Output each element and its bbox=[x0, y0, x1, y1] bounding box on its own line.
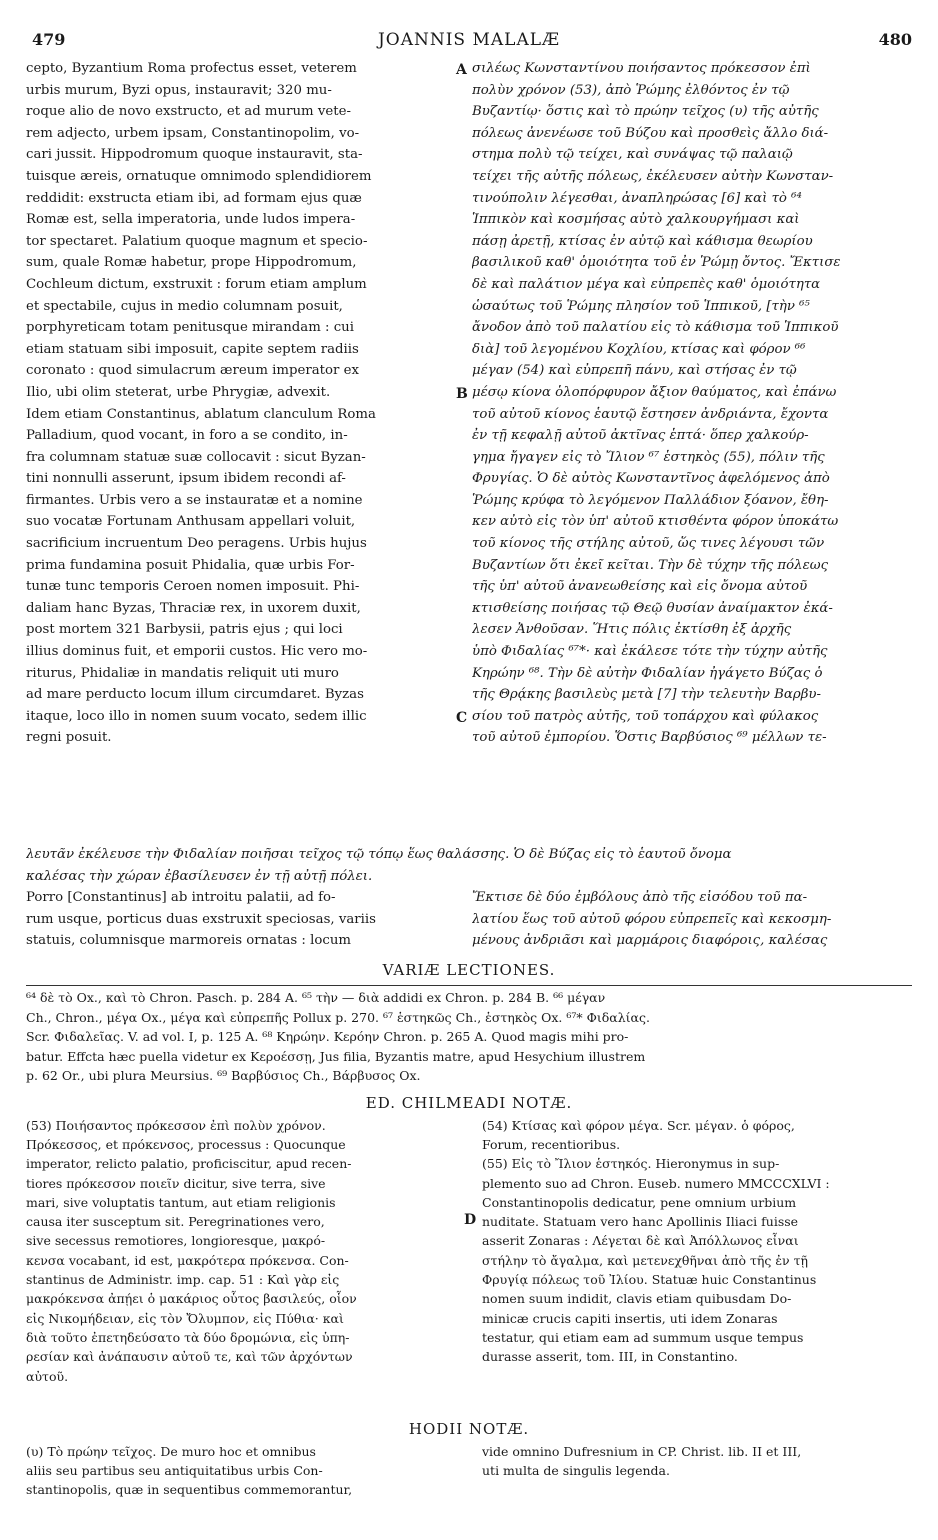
page-number-left: 479 bbox=[32, 30, 66, 49]
latin-text-line: Palladium, quod vocant, in foro a se condito, in- bbox=[26, 428, 348, 444]
latin-text-line: urbis murum, Byzi opus, instauravit; 320 mu- bbox=[26, 82, 332, 98]
greek-text-line: τοῦ κίονος τῆς στήλης αὐτοῦ, ὥς τινες λέγουσι τῶν bbox=[472, 536, 825, 552]
chilmead-left-column bbox=[26, 1116, 456, 1386]
greek-column bbox=[472, 58, 912, 749]
note-line: sive secessus remotiores, longioresque, μακρό- bbox=[26, 1233, 326, 1249]
page-number-right: 480 bbox=[878, 30, 912, 49]
variant-reading-line: Scr. Φιδαλεῖας. V. ad vol. I, p. 125 A. ⁶⁸ Κηρώην. Κερόην Chron. p. 265 A. Quod magis mihi pro- bbox=[26, 1029, 629, 1045]
note-line: stantinopolis, quæ in sequentibus commemorantur, bbox=[26, 1482, 353, 1498]
latin-text-line: Idem etiam Constantinus, ablatum clanculum Roma bbox=[26, 406, 376, 422]
latin-text-line: itaque, loco illo in nomen suum vocato, sedem illic bbox=[26, 708, 367, 724]
greek-text-line: τείχει τῆς αὐτῆς πόλεως, ἐκέλευσεν αὐτὴν Κωνσταν- bbox=[472, 168, 834, 184]
note-line: στήλην τὸ ἄγαλμα, καὶ μετενεχθῆναι ἀπὸ τῆς ἐν τῇ bbox=[482, 1252, 809, 1268]
note-line: mari, sive voluptatis tantum, aut etiam religionis bbox=[26, 1194, 336, 1210]
greek-text-line: σίου τοῦ πατρὸς αὐτῆς, τοῦ τοπάρχου καὶ φύλακος bbox=[472, 708, 819, 724]
note-line: durasse asserit, tom. III, in Constantino. bbox=[482, 1349, 738, 1365]
note-line: διὰ τοῦτο ἐπετηδεύσατο τὰ δύο δρομώνια, εἰς ὑπη- bbox=[26, 1329, 350, 1345]
main-text-columns bbox=[26, 58, 912, 844]
greek-text-line: κτισθείσης ποιήσας τῷ Θεῷ θυσίαν ἀναίμακτον ἐκά- bbox=[472, 600, 833, 616]
note-line: nuditate. Statuam vero hanc Apollinis Iliaci fuisse bbox=[482, 1214, 799, 1230]
note-line: vide omnino Dufresnium in CP. Christ. lib. II et III, bbox=[482, 1443, 802, 1459]
note-line: plemento suo ad Chron. Euseb. numero MMCCCXLVI : bbox=[482, 1175, 830, 1191]
greek-text-line: μέσῳ κίονα ὁλοπόρφυρον ἄξιον θαύματος, καὶ ἐπάνω bbox=[472, 384, 837, 400]
note-line: Constantinopolis dedicatur, pene omnium urbium bbox=[482, 1194, 797, 1210]
greek-text-line: λεσεν Ἀνθοῦσαν. Ἥτις πόλις ἐκτίσθη ἐξ ἀρχῆς bbox=[472, 622, 792, 638]
note-line: uti multa de singulis legenda. bbox=[482, 1462, 670, 1478]
full-width-text-line: καλέσας τὴν χώραν ἐβασίλευσεν ἐν τῇ αὐτῇ πόλει. bbox=[26, 868, 373, 884]
full-width-greek-lines bbox=[26, 844, 912, 887]
greek-text-line: μένους ἀνδριᾶσι καὶ μαρμάροις διαφόροις, καλέσας bbox=[472, 933, 828, 949]
greek-text-line: Ἔκτισε δὲ δύο ἐμβόλους ἀπὸ τῆς εἰσόδου τοῦ πα- bbox=[472, 890, 808, 906]
latin-text-line: cari jussit. Hippodromum quoque instauravit, sta- bbox=[26, 147, 363, 163]
latin-text-line: reddidit: exstructa etiam ibi, ad formam ejus quæ bbox=[26, 190, 362, 206]
variae-lectiones bbox=[26, 988, 912, 1086]
greek-text-line: πολὺν χρόνον (53), ἀπὸ Ῥώμης ἐλθόντος ἐν τῷ bbox=[472, 82, 790, 98]
latin-text-line: tor spectaret. Palatium quoque magnum et specio- bbox=[26, 233, 368, 249]
latin-text-line: Ilio, ubi olim steterat, urbe Phrygiæ, advexit. bbox=[26, 384, 331, 400]
latin-column bbox=[26, 58, 454, 749]
greek-text-line: πόλεως ἀνενέωσε τοῦ Βύζου καὶ προσθεὶς ἄλλο διά- bbox=[472, 125, 829, 141]
margin-marker-a: A bbox=[456, 62, 467, 78]
greek-text-line: γημα ἤγαγεν εἰς τὸ Ἴλιον ⁶⁷ ἑστηκὸς (55), πόλιν τῆς bbox=[472, 449, 825, 465]
latin-text-line: statuis, columnisque marmoreis ornatas : locum bbox=[26, 933, 352, 949]
hodii-left-column bbox=[26, 1442, 456, 1500]
greek-text-line: τοῦ αὐτοῦ κίονος ἑαυτῷ ἔστησεν ἀνδριάντα, ἔχοντα bbox=[472, 406, 829, 422]
chilmead-title: ED. CHILMEADI NOTÆ. bbox=[365, 1093, 573, 1112]
note-line: εἰς Νικομήδειαν, εἰς τὸν Ὄλυμπον, εἰς Πύθια· καὶ bbox=[26, 1310, 344, 1326]
variant-reading-line: Ch., Chron., μέγα Ox., μέγα καὶ εὐπρεπῆς Pollux p. 270. ⁶⁷ ἑστηκῶς Ch., ἑστηκὸς Ox. ⁶⁷* Φιδαλίας. bbox=[26, 1009, 650, 1025]
greek-text-line: μέγαν (54) καὶ εὐπρεπῆ πάνυ, καὶ στήσας ἐν τῷ bbox=[472, 363, 797, 379]
greek-text-line: βασιλικοῦ καθ' ὁμοιότητα τοῦ ἐν Ῥώμῃ ὄντος. Ἔκτισε bbox=[472, 255, 841, 271]
page bbox=[26, 30, 912, 1530]
latin-text-line: etiam statuam sibi imposuit, capite septem radiis bbox=[26, 341, 359, 357]
greek-text-line: σιλέως Κωνσταντίνου ποιήσαντος πρόκεσσον ἐπὶ bbox=[472, 61, 811, 76]
note-line: aliis seu partibus seu antiquitatibus urbis Con- bbox=[26, 1462, 323, 1478]
latin-text-line: Romæ est, sella imperatoria, unde ludos impera- bbox=[26, 212, 356, 228]
note-line: tiores πρόκεσσον ποιεῖν dicitur, sive terra, sive bbox=[26, 1175, 326, 1191]
note-line: ρεσίαν καὶ ἀνάπαυσιν αὐτοῦ τε, καὶ τῶν ἀρχόντων bbox=[26, 1349, 353, 1365]
latin-text-line: tini nonnulli asserunt, ipsum ibidem recondi af- bbox=[26, 471, 346, 487]
greek-text-line: Φρυγίας. Ὁ δὲ αὐτὸς Κωνσταντῖνος ἀφελόμενος ἀπὸ bbox=[472, 471, 830, 487]
note-line: stantinus de Administr. imp. cap. 51 : Καὶ γὰρ εἰς bbox=[26, 1272, 340, 1288]
note-line: minicæ crucis capiti insertis, uti idem Zonaras bbox=[482, 1310, 778, 1326]
note-line: asserit Zonaras : Λέγεται δὲ καὶ Ἀπόλλωνος εἶναι bbox=[482, 1233, 799, 1249]
latin-text-line: rum usque, porticus duas exstruxit speciosas, variis bbox=[26, 911, 376, 927]
greek-text-line: κεν αὐτὸ εἰς τὸν ὑπ' αὐτοῦ κτισθέντα φόρον ὑποκάτω bbox=[472, 514, 839, 530]
latin-text-line: tunæ tunc temporis Ceroen nomen imposuit. Phi- bbox=[26, 579, 360, 595]
latin-text-line: cepto, Byzantium Roma profectus esset, veterem bbox=[26, 61, 357, 76]
latin-text-line: daliam hanc Byzas, Thraciæ rex, in uxorem duxit, bbox=[26, 600, 361, 616]
variant-reading-line: batur. Effcta hæc puella videtur ex Κεροέσσῃ, Jus filia, Byzantis matre, apud Hesychium illustrem bbox=[26, 1048, 646, 1064]
greek-text-line: τῆς Θρᾴκης βασιλεὺς μετὰ [7] τὴν τελευτὴν Βαρβυ- bbox=[472, 687, 821, 703]
margin-marker-d: D bbox=[464, 1211, 477, 1228]
section-divider bbox=[26, 985, 912, 986]
second-text-columns bbox=[26, 887, 912, 955]
hodii-notes bbox=[26, 1442, 912, 1512]
note-line: causa iter susceptum sit. Peregrinationes vero, bbox=[26, 1214, 325, 1230]
note-line: Πρόκεσσος, et πρόκενσος, processus : Quocunque bbox=[26, 1136, 346, 1152]
greek-text-line: δὲ καὶ παλάτιον μέγα καὶ εὐπρεπὲς καθ' ὁμοιότητα bbox=[472, 276, 821, 292]
hodii-right-column bbox=[482, 1442, 912, 1481]
running-title: JOANNIS MALALÆ bbox=[377, 30, 561, 50]
greek-text-line: ἄνοδον ἀπὸ τοῦ παλατίου εἰς τὸ κάθισμα τοῦ Ἱππικοῦ bbox=[472, 320, 839, 336]
latin-text-line: rem adjecto, urbem ipsam, Constantinopolim, vo- bbox=[26, 125, 360, 141]
note-line: (υ) Τὸ πρώην τεῖχος. De muro hoc et omnibus bbox=[26, 1443, 316, 1459]
greek-text-line: Βυζαντίων ὅτι ἐκεῖ κεῖται. Τὴν δὲ τύχην τῆς πόλεως bbox=[472, 557, 829, 573]
latin-text-line: regni posuit. bbox=[26, 730, 112, 746]
hodii-title: HODII NOTÆ. bbox=[408, 1419, 530, 1438]
variant-reading-line: p. 62 Or., ubi plura Meursius. ⁶⁹ Βαρβύσιος Ch., Βάρβυσος Ox. bbox=[26, 1068, 421, 1084]
full-width-text-line: λευτᾶν ἐκέλευσε τὴν Φιδαλίαν ποιῆσαι τεῖχος τῷ τόπῳ ἕως θαλάσσης. Ὁ δὲ Βύζας εἰς τὸ ἑαυτοῦ ὄνομα bbox=[26, 847, 732, 862]
chilmead-right-column bbox=[482, 1116, 912, 1367]
latin-column-2 bbox=[26, 887, 454, 952]
latin-text-line: firmantes. Urbis vero a se instauratæ et a nomine bbox=[26, 492, 363, 508]
note-line: testatur, qui etiam eam ad summum usque tempus bbox=[482, 1329, 804, 1345]
page-header bbox=[26, 30, 912, 58]
note-line: κενσα vocabant, id est, μακρότερα πρόκενσα. Con- bbox=[26, 1252, 349, 1268]
note-line: (53) Ποιήσαντος πρόκεσσον ἐπὶ πολὺν χρόνον. bbox=[26, 1117, 326, 1133]
note-line: Forum, recentioribus. bbox=[482, 1136, 621, 1152]
margin-marker-c: C bbox=[456, 710, 468, 726]
latin-text-line: et spectabile, cujus in medio columnam posuit, bbox=[26, 298, 343, 314]
latin-text-line: sum, quale Romæ habetur, prope Hippodromum, bbox=[26, 255, 357, 271]
latin-text-line: porphyreticam totam penitusque mirandam : cui bbox=[26, 320, 355, 336]
greek-text-line: τοῦ αὐτοῦ ἐμπορίου. Ὅστις Βαρβύσιος ⁶⁹ μέλλων τε- bbox=[472, 730, 827, 746]
greek-text-line: στημα πολὺ τῷ τείχει, καὶ συνάψας τῷ παλαιῷ bbox=[472, 147, 793, 163]
chilmead-notes bbox=[26, 1116, 912, 1416]
greek-text-line: ἐν τῇ κεφαλῇ αὐτοῦ ἀκτῖνας ἑπτά· ὅπερ χαλκούρ- bbox=[472, 428, 809, 444]
latin-text-line: illius dominus fuit, et emporii custos. Hic vero mo- bbox=[26, 644, 368, 660]
greek-text-line: τῆς ὑπ' αὐτοῦ ἀνανεωθείσης καὶ εἰς ὄνομα αὐτοῦ bbox=[472, 579, 808, 595]
latin-text-line: fra columnam statuæ suæ collocavit : sicut Byzan- bbox=[26, 449, 366, 465]
latin-text-line: ad mare perducto locum illum circumdaret. Byzas bbox=[26, 687, 364, 703]
note-line: (55) Εἰς τὸ Ἴλιον ἑστηκός. Hieronymus in sup- bbox=[482, 1156, 780, 1172]
variant-reading-line: ⁶⁴ δὲ τὸ Ox., καὶ τὸ Chron. Pasch. p. 284 A. ⁶⁵ τὴν — διὰ addidi ex Chron. p. 284 B. ⁶⁶ μέγαν bbox=[26, 990, 606, 1006]
latin-text-line: riturus, Phidaliæ in mandatis reliquit uti muro bbox=[26, 665, 339, 681]
greek-column-2 bbox=[472, 887, 912, 952]
greek-text-line: ὑπὸ Φιδαλίας ⁶⁷*· καὶ ἐκάλεσε τότε τὴν τύχην αὐτῆς bbox=[472, 644, 828, 660]
greek-text-line: Κηρώην ⁶⁸. Τὴν δὲ αὐτὴν Φιδαλίαν ἠγάγετο Βύζας ὁ bbox=[472, 665, 823, 681]
latin-text-line: sacrificium incruentum Deo peragens. Urbis hujus bbox=[26, 536, 367, 552]
greek-text-line: Ἱππικὸν καὶ κοσμήσας αὐτὸ χαλκουργήμασι καὶ bbox=[472, 212, 800, 228]
greek-text-line: διὰ] τοῦ λεγομένου Κοχλίου, κτίσας καὶ φόρον ⁶⁶ bbox=[472, 341, 806, 357]
variae-title: VARIÆ LECTIONES. bbox=[382, 961, 556, 980]
latin-text-line: coronato : quod simulacrum æreum imperator ex bbox=[26, 363, 359, 379]
latin-text-line: prima fundamina posuit Phidalia, quæ urbis For- bbox=[26, 557, 355, 573]
latin-text-line: Porro [Constantinus] ab introitu palatii, ad fo- bbox=[26, 890, 336, 906]
latin-text-line: tuisque æreis, ornatuque omnimodo splendidiorem bbox=[26, 168, 372, 184]
note-line: αὐτοῦ. bbox=[26, 1368, 69, 1384]
latin-text-line: post mortem 321 Barbysii, patris ejus ; qui loci bbox=[26, 622, 343, 638]
note-line: μακρόκενσα ἀπῄει ὁ μακάριος οὗτος βασιλεύς, οἷον bbox=[26, 1291, 357, 1307]
latin-text-line: Cochleum dictum, exstruxit : forum etiam amplum bbox=[26, 276, 367, 292]
greek-text-line: τινούπολιν λέγεσθαι, ἀναπληρώσας [6] καὶ τὸ ⁶⁴ bbox=[472, 190, 802, 206]
margin-marker-b: B bbox=[456, 386, 468, 402]
note-line: (54) Κτίσας καὶ φόρον μέγα. Scr. μέγαν. ὁ φόρος, bbox=[482, 1117, 795, 1133]
greek-text-line: πάσῃ ἀρετῇ, κτίσας ἐν αὐτῷ καὶ κάθισμα θεωρίου bbox=[472, 233, 813, 249]
greek-text-line: ὡσαύτως τοῦ Ῥώμης πλησίον τοῦ Ἱππικοῦ, [τὴν ⁶⁵ bbox=[472, 298, 810, 314]
greek-text-line: λατίου ἕως τοῦ αὐτοῦ φόρου εὐπρεπεῖς καὶ κεκοσμη- bbox=[472, 911, 832, 927]
note-line: Φρυγίᾳ πόλεως τοῦ Ἰλίου. Statuæ huic Constantinus bbox=[482, 1272, 817, 1288]
latin-text-line: suo vocatæ Fortunam Anthusam appellari voluit, bbox=[26, 514, 356, 530]
note-line: nomen suum indidit, clavis etiam quibusdam Do- bbox=[482, 1291, 792, 1307]
note-line: imperator, relicto palatio, proficiscitur, apud recen- bbox=[26, 1156, 352, 1172]
greek-text-line: Ῥώμης κρύφα τὸ λεγόμενον Παλλάδιον ξόανον, ἔθη- bbox=[472, 492, 829, 508]
latin-text-line: roque alio de novo exstructo, et ad murum vete- bbox=[26, 104, 351, 120]
greek-text-line: Βυζαντίῳ· ὅστις καὶ τὸ πρώην τεῖχος (υ) τῆς αὐτῆς bbox=[472, 104, 819, 120]
